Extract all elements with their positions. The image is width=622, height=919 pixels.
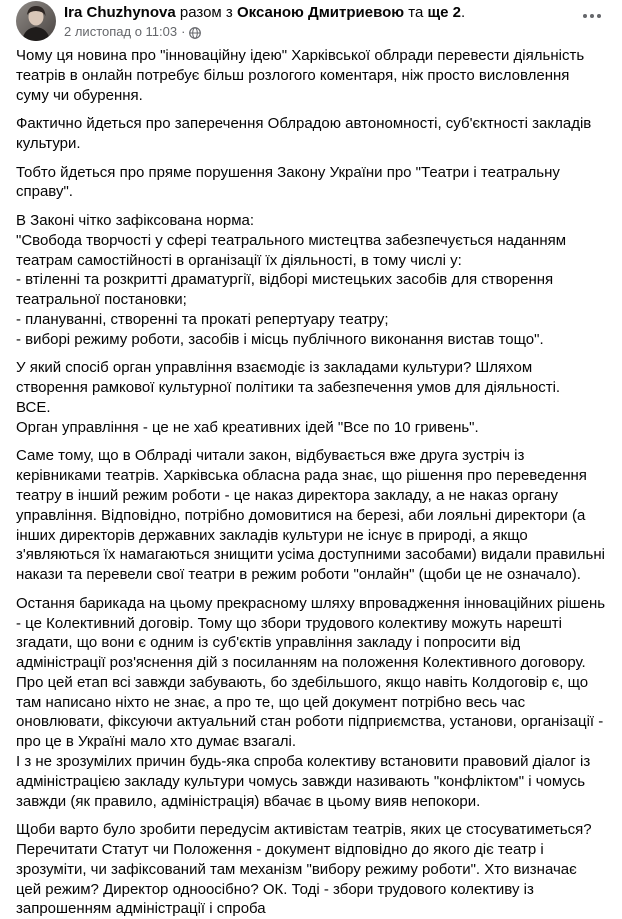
author-avatar[interactable] [16, 1, 56, 41]
post-text-line: ВСЕ. [16, 398, 51, 416]
post-paragraph [16, 114, 606, 154]
post-text-line: Щоби варто було зробити передусім активістам театрів, яких це стосуватиметься? Перечитати Статут чи Положення - документ відповідно до якого діє театр і зрозуміти, чи зафіксований там механізм "вибору режиму роботи". Хто визначає цей режим? Директор одноосібно? ОК. Тоді - збори трудового колективу із запрошенням адміністрації і спроба [16, 821, 592, 918]
post-body [16, 46, 606, 919]
more-horizontal-icon [582, 6, 602, 24]
post-paragraph [16, 446, 606, 585]
post-paragraph [16, 594, 606, 812]
post-text-line: І з не зрозумілих причин будь-яка спроба колективу встановити правовий діалог із адміністрацією закладу культури чомусь завжди називають "конфліктом" і чомусь завжди (як правило, адміністрація) вбачає в цьому вияв непокори. [16, 753, 591, 810]
post-meta [64, 23, 606, 40]
post-text-line: В Законі чітко зафіксована норма: [16, 211, 255, 229]
post-text-line: Тобто йдеться про пряме порушення Закону України про "Театри і театральну справу". [16, 163, 560, 201]
post-paragraph [16, 358, 606, 437]
post-text-line: Остання барикада на цьому прекрасному шляху впровадження інноваційних рішень - це Колективний договір. Тому що збори трудового колективу можуть нарешті згадати, що вони є одним із суб'єктів управління закладу і попросити від адміністрації роз'яснення дій з посиланням на положення Колективного договору. Про цей етап всі завжди забувають, бо здебільшого, якщо навіть Колдоговір є, що там написано ніхто не знає, а про те, що цей документ потрібно весь час оновлювати, фіксуючи актуальний стан роботи підприємства, установи, організації - про це в Україні мало хто думає взагалі. [16, 594, 606, 751]
post-text-line: Чому ця новина про "інноваційну ідею" Харківської облради перевести діяльність театрів в онлайн потребує більш розлогого коментаря, ніж просто висловлення суму чи обурення. [16, 47, 585, 104]
and-word: та [408, 4, 424, 21]
post-paragraph [16, 46, 606, 105]
post-text-line: "Свобода творчості у сфері театрального мистецтва забезпечується наданням театрам самостійності в організації їх діяльності, в тому числі у: [16, 231, 567, 269]
post-text-line: Фактично йдеться про заперечення Облрадою автономності, суб'єктності закладів культури. [16, 115, 592, 152]
post-text-line: У який спосіб орган управління взаємодіє із закладами культури? Шляхом створення рамкової культурної політики та забезпечення умов для діяльності. [16, 359, 561, 397]
author-name-link[interactable]: Ira Chuzhynova [64, 4, 176, 21]
post-text-line: - плануванні, створенні та прокаті репертуару театру; [16, 310, 389, 328]
avatar-image [16, 1, 56, 41]
post-text-line: Саме тому, що в Облраді читали закон, відбувається вже друга зустріч із керівниками театрів. Харківська обласна рада знає, що рішення про переведення театру в інший режим роботи - це наказ директора закладу, а не наказ органу управління. Відповідно, потрібно домовитися на березі, аби лояльні директори (а інших директорів державних закладів культури не існує в природі, а якщо з'являються їх намагаються знищити усіма доступними засобами) видали правильні накази та перевели свої театри в режим роботи "онлайн" (щоби це не означало). [16, 447, 605, 584]
post-paragraph [16, 163, 606, 203]
others-link[interactable]: ще 2 [427, 4, 461, 21]
author-line-period: . [461, 4, 466, 21]
post-more-options-button[interactable] [578, 3, 606, 27]
with-prefix: разом з [179, 4, 233, 21]
post-text-line: - виборі режиму роботи, засобів і місць публічного виконання вистав тощо". [16, 330, 544, 348]
tagged-person-link[interactable]: Оксаною Дмитриевою [236, 4, 405, 21]
post-header-text [64, 2, 606, 40]
author-line [64, 3, 606, 22]
post-header [16, 0, 606, 44]
post-text-line: - втіленні та розкритті драматургії, відборі мистецьких засобів для створення театральної постановки; [16, 271, 554, 309]
globe-icon[interactable] [189, 26, 201, 38]
post-paragraph [16, 820, 606, 919]
post-paragraph [16, 211, 606, 350]
meta-separator: · [181, 24, 186, 39]
post-timestamp-link[interactable]: 2 листопад о 11:03 [64, 24, 178, 39]
post-text-line: Орган управління - це не хаб креативних ідей "Все по 10 гривень". [16, 418, 479, 436]
